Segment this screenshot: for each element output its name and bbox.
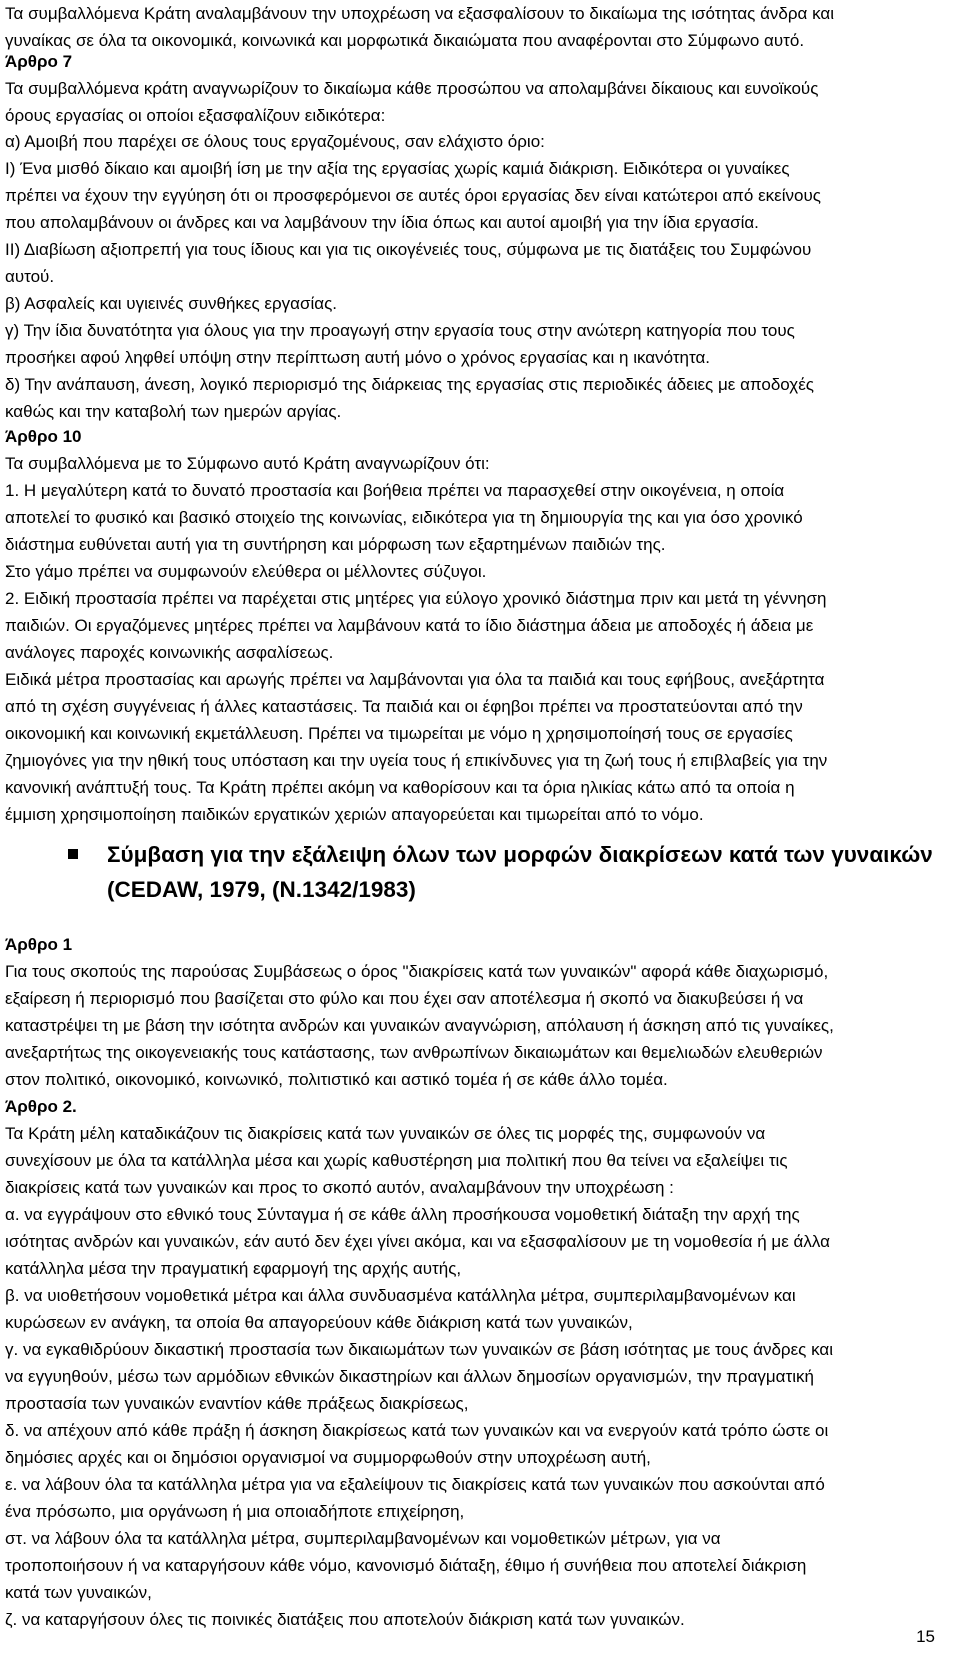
text-line: στον πολιτικό, οικονομικό, κοινωνικό, πολιτιστικό και αστικό τομέα ή σε κάθε άλλο τομέα. [5,1070,668,1089]
text-line: Ειδικά μέτρα προστασίας και αρωγής πρέπει να λαμβάνονται για όλα τα παιδιά και τους εφήβους, ανεξάρτητα [5,670,825,689]
text-line: Στο γάμο πρέπει να συμφωνούν ελεύθερα οι μέλλοντες σύζυγοι. [5,562,487,581]
text-line: κανονική ανάπτυξή τους. Τα Κράτη πρέπει ακόμη να καθορίσουν και τα όρια ηλικίας κάτω από τα οποία η [5,778,795,797]
text-line: β) Ασφαλείς και υγιεινές συνθήκες εργασίας. [5,294,338,313]
text-line: διάστημα ευθύνεται αυτή για τη συντήρηση και μόρφωση των εξαρτημένων παιδιών της. [5,535,666,554]
text-line: Τα συμβαλλόμενα με το Σύμφωνο αυτό Κράτη αναγνωρίζουν ότι: [5,454,490,473]
text-line: στ. να λάβουν όλα τα κατάλληλα μέτρα, συμπεριλαμβανομένων και νομοθετικών μέτρων, για να [5,1529,721,1548]
text-line: 2. Ειδική προστασία πρέπει να παρέχεται στις μητέρες για εύλογο χρονικό διάστημα πριν και μετά τη γέννηση [5,589,827,608]
text-line: τροποποιήσουν ή να καταργήσουν κάθε νόμο, κανονισμό διάταξη, έθιμο ή συνήθεια που αποτελεί διάκριση [5,1556,807,1575]
text-line: Ι) Ένα μισθό δίκαιο και αμοιβή ίση με την αξία της εργασίας χωρίς καμιά διάκριση. Ειδικότερα οι γυναίκες [5,159,790,178]
text-line: πρέπει να έχουν την εγγύηση ότι οι προσφερόμενοι σε αυτές όροι εργασίας δεν είναι κατώτεροι από εκείνους [5,186,821,205]
text-line: Τα συμβαλλόμενα Κράτη αναλαμβάνουν την υποχρέωση να εξασφαλίσουν το δικαίωμα της ισότητας άνδρα και [5,4,834,23]
text-line: ανεξαρτήτως της οικογενειακής τους κατάστασης, των ανθρωπίνων δικαιωμάτων και θεμελιωδών ελευθεριών [5,1043,823,1062]
text-line: ε. να λάβουν όλα τα κατάλληλα μέτρα για να εξαλείψουν τις διακρίσεις κατά των γυναικών που ασκούνται από [5,1475,825,1494]
text-line: ζημιογόνες για την ηθική τους υπόσταση και την υγεία τους ή επικίνδυνες για τη ζωή τους ή επιβλαβείς για την [5,751,828,770]
text-line: δ. να απέχουν από κάθε πράξη ή άσκηση διακρίσεως κατά των γυναικών και να ενεργούν κατά τρόπο ώστε οι [5,1421,829,1440]
text-line: εξαίρεση ή περιορισμό που βασίζεται στο φύλο και που έχει σαν αποτέλεσμα ή σκοπό να διακυβεύσει ή να [5,989,804,1008]
text-line: κυρώσεων εν ανάγκη, τα οποία θα απαγορεύουν κάθε διάκριση κατά των γυναικών, [5,1313,633,1332]
text-line: που απολαμβάνουν οι άνδρες και να λαμβάνουν την ίδια όπως και αυτοί αμοιβή για την ίδια εργασία. [5,213,759,232]
text-line: γ. να εγκαθιδρύουν δικαστική προστασία των δικαιωμάτων των γυναικών σε βάση ισότητας με τους άνδρες και [5,1340,833,1359]
text-line: προσήκει αφού ληφθεί υπόψη στην περίπτωση αυτή μόνο ο χρόνος εργασίας και η ικανότητα. [5,348,711,367]
text-line: γυναίκας σε όλα τα οικονομικά, κοινωνικά και μορφωτικά δικαιώματα που αναφέρονται στο Σύμφωνο αυτό. [5,31,805,50]
heading-article-7: Άρθρο 7 [5,52,73,71]
text-line: ένα πρόσωπο, μια οργάνωση ή μια οποιαδήποτε επιχείρηση, [5,1502,465,1521]
text-line: αποτελεί το φυσικό και βασικό στοιχείο της κοινωνίας, ειδικότερα για τη δημιουργία της και για όσο χρονικό [5,508,803,527]
text-line: συνεχίσουν με όλα τα κατάλληλα μέσα και χωρίς καθυστέρηση μια πολιτική που θα τείνει να εξαλείψει τις [5,1151,788,1170]
section-heading-line1: Σύμβαση για την εξάλειψη όλων των μορφών διακρίσεων κατά των γυναικών [107,842,933,867]
text-line: δημόσιες αρχές και οι δημόσιοι οργανισμοί να συμμορφωθούν στην υποχρέωση αυτή, [5,1448,651,1467]
text-line: διακρίσεις κατά των γυναικών και προς το σκοπό αυτόν, αναλαμβάνουν την υποχρέωση : [5,1178,674,1197]
heading-article-10: Άρθρο 10 [5,427,82,446]
text-line: οικονομική και κοινωνική εκμετάλλευση. Πρέπει να τιμωρείται με νόμο η χρησιμοποίησή τους σε εργασίες [5,724,793,743]
page-number: 15 [916,1627,935,1646]
text-line: να εγγυηθούν, μέσω των αρμόδιων εθνικών δικαστηρίων και άλλων δημοσίων οργανισμών, την πραγματική [5,1367,814,1386]
text-line: α. να εγγράψουν στο εθνικό τους Σύνταγμα ή σε κάθε άλλη προσήκουσα νομοθετική διάταξη την αρχή της [5,1205,800,1224]
text-line: δ) Την ανάπαυση, άνεση, λογικό περιορισμό της διάρκειας της εργασίας στις περιοδικές άδειες με αποδοχές [5,375,814,394]
text-line: 1. Η μεγαλύτερη κατά το δυνατό προστασία και βοήθεια πρέπει να παρασχεθεί στην οικογένεια, η οποία [5,481,785,500]
text-line: Για τους σκοπούς της παρούσας Συμβάσεως ο όρος "διακρίσεις κατά των γυναικών" αφορά κάθε διαχωρισμό, [5,962,829,981]
text-line: Τα Κράτη μέλη καταδικάζουν τις διακρίσεις κατά των γυναικών σε όλες τις μορφές της, συμφωνούν να [5,1124,766,1143]
text-line: καταστρέψει τη με βάση την ισότητα ανδρών και γυναικών αναγνώριση, απόλαυση ή άσκηση από τις γυναίκες, [5,1016,834,1035]
text-line: κατά των γυναικών, [5,1583,152,1602]
text-line: ανάλογες παροχές κοινωνικής ασφαλίσεως. [5,643,334,662]
text-line: αυτού. [5,267,55,286]
text-line: όρους εργασίας οι οποίοι εξασφαλίζουν ειδικότερα: [5,106,386,125]
text-line: καθώς και την καταβολή των ημερών αργίας. [5,402,342,421]
text-line: β. να υιοθετήσουν νομοθετικά μέτρα και άλλα συνδυασμένα κατάλληλα μέτρα, συμπεριλαμβανομένων και [5,1286,796,1305]
text-line: έμμιση χρησιμοποίηση παιδικών εργατικών χεριών απαγορεύεται και τιμωρείται από το νόμο. [5,805,704,824]
text-line: από τη σχέση συγγένειας ή άλλες καταστάσεις. Τα παιδιά και οι έφηβοι πρέπει να προστατεύονται από την [5,697,803,716]
text-line: γ) Την ίδια δυνατότητα για όλους για την προαγωγή στην εργασία τους στην ανώτερη κατηγορία που τους [5,321,795,340]
heading-cedaw-article-2: Άρθρο 2. [5,1097,77,1116]
text-line: παιδιών. Οι εργαζόμενες μητέρες πρέπει να λαμβάνουν κατά το ίδιο διάστημα άδεια με αποδοχές ή άδεια με [5,616,814,635]
text-line: α) Αμοιβή που παρέχει σε όλους τους εργαζομένους, σαν ελάχιστο όριο: [5,132,545,151]
text-line: Τα συμβαλλόμενα κράτη αναγνωρίζουν το δικαίωμα κάθε προσώπου να απολαμβάνει δίκαιους και ευνοϊκούς [5,79,819,98]
text-line: ΙΙ) Διαβίωση αξιοπρεπή για τους ίδιους και για τις οικογένειές τους, σύμφωνα με τις διατάξεις του Συμφώνου [5,240,812,259]
text-line: κατάλληλα μέσα την πραγματική εφαρμογή της αρχής αυτής, [5,1259,462,1278]
text-line: ισότητας ανδρών και γυναικών, εάν αυτό δεν έχει γίνει ακόμα, και να εξασφαλίσουν με τη νομοθεσία ή με άλλα [5,1232,830,1251]
text-line: προστασία των γυναικών εναντίον κάθε πράξεως διακρίσεως, [5,1394,469,1413]
text-line: ζ. να καταργήσουν όλες τις ποινικές διατάξεις που αποτελούν διάκριση κατά των γυναικών. [5,1610,685,1629]
bullet-square-icon [68,849,78,859]
heading-cedaw-article-1: Άρθρο 1 [5,935,73,954]
section-heading-line2: (CEDAW, 1979, (N.1342/1983) [107,877,416,902]
